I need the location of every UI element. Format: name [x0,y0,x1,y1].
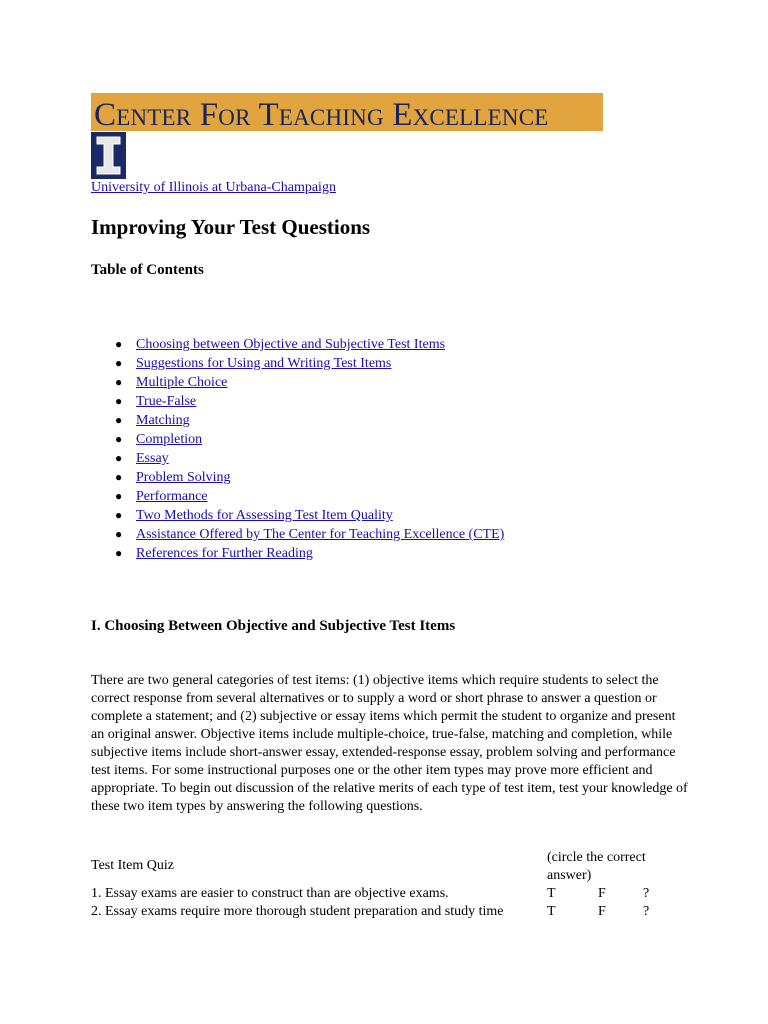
toc-item [91,335,504,354]
page-title: Improving Your Test Questions [91,215,371,239]
toc-link-objective-subjective[interactable]: Choosing between Objective and Subjective Test Items [136,337,446,352]
toc-item [91,468,504,487]
toc-link-true-false[interactable]: True-False [136,394,197,409]
toc-item [91,487,504,506]
toc-heading: Table of Contents [91,262,204,278]
quiz-question: 2. Essay exams require more thorough student preparation and study time [91,904,504,919]
answer-true[interactable]: T [547,886,556,901]
toc-item [91,411,504,430]
toc-link-suggestions[interactable]: Suggestions for Using and Writing Test Items [136,356,392,371]
answer-unsure[interactable]: ? [643,904,650,919]
answer-false[interactable]: F [598,904,606,919]
toc-item [91,373,504,392]
answer-unsure[interactable]: ? [643,886,650,901]
toc-item [91,506,504,525]
toc-item [91,430,504,449]
university-logo-icon [91,132,126,179]
bullet-icon: ● [115,337,123,351]
banner-title: Center For Teaching Excellence [94,97,549,131]
bullet-icon: ● [115,375,123,389]
cte-banner [91,93,603,131]
bullet-icon: ● [115,356,123,370]
toc-item [91,449,504,468]
bullet-icon: ● [115,546,123,560]
university-link[interactable]: University of Illinois at Urbana-Champaign [91,180,336,195]
toc-link-performance[interactable]: Performance [136,489,208,504]
toc-link-references[interactable]: References for Further Reading [136,546,313,561]
table-of-contents [91,335,504,563]
bullet-icon: ● [115,508,123,522]
toc-link-assessing-quality[interactable]: Two Methods for Assessing Test Item Quality [136,508,393,523]
bullet-icon: ● [115,432,123,446]
quiz-instruction: (circle the correct answer) [547,850,646,883]
toc-link-assistance-cte[interactable]: Assistance Offered by The Center for Teaching Excellence (CTE) [136,527,505,542]
bullet-icon: ● [115,413,123,427]
bullet-icon: ● [115,470,123,484]
toc-item [91,392,504,411]
bullet-icon: ● [115,451,123,465]
answer-true[interactable]: T [547,904,556,919]
toc-link-essay[interactable]: Essay [136,451,169,466]
toc-link-matching[interactable]: Matching [136,413,190,428]
toc-link-completion[interactable]: Completion [136,432,203,447]
section-heading: I. Choosing Between Objective and Subjective Test Items [91,618,456,634]
bullet-icon: ● [115,394,123,408]
toc-item [91,544,504,563]
quiz-question: 1. Essay exams are easier to construct than are objective exams. [91,886,449,901]
bullet-icon: ● [115,527,123,541]
toc-item [91,354,504,373]
intro-paragraph: There are two general categories of test items: (1) objective items which require students to select the correct response from several alternatives or to supply a word or short phrase to answer a question or complete a statement; and (2) subjective or essay items which permit the student to organize and present an original answer. Objective items include multiple-choice, true-false, matching and completion, while subjective items include short-answer essay, extended-response essay, problem solving and performance test items. For some instructional purposes one or the other item types may prove more efficient and appropriate. To begin out discussion of the relative merits of each type of test item, test your knowledge of these two item types by answering the following questions. [91,673,688,814]
toc-item [91,525,504,544]
quiz-title: Test Item Quiz [91,858,174,873]
toc-link-multiple-choice[interactable]: Multiple Choice [136,375,228,390]
answer-false[interactable]: F [598,886,606,901]
bullet-icon: ● [115,489,123,503]
toc-link-problem-solving[interactable]: Problem Solving [136,470,231,485]
